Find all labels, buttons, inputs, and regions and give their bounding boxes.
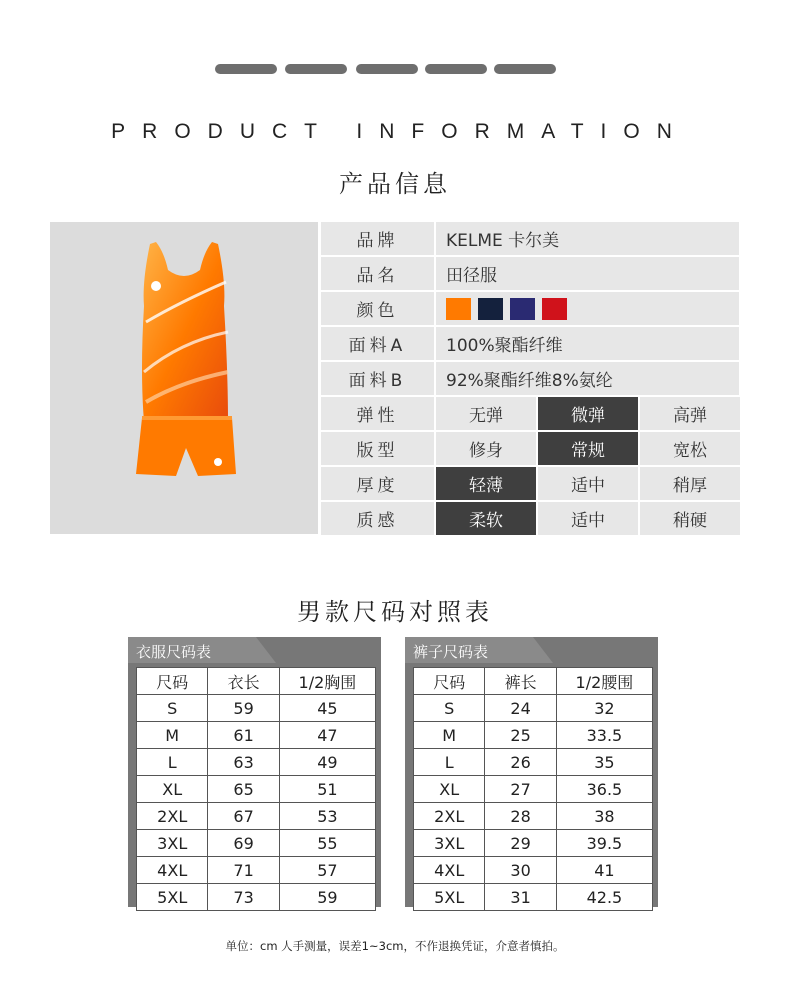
table-cell: 45 — [280, 695, 376, 721]
table-cell: M — [136, 722, 208, 748]
info-row-fabric-b — [321, 362, 739, 396]
table-cell: L — [136, 749, 208, 775]
bar-segment — [356, 64, 418, 74]
option-row — [321, 467, 739, 501]
option-label: 版型 — [321, 432, 434, 465]
fabric-a-value: 100%聚酯纤维 — [436, 327, 739, 360]
option-choice[interactable]: 宽松 — [640, 432, 740, 465]
table-row — [413, 803, 653, 830]
color-swatch-orange[interactable] — [446, 298, 471, 320]
bar-segment — [494, 64, 556, 74]
brand-value: KELME 卡尔美 — [436, 222, 739, 255]
running-kit-illustration — [50, 222, 318, 534]
option-label: 厚度 — [321, 467, 434, 500]
option-choice[interactable]: 稍厚 — [640, 467, 740, 500]
table-cell: 25 — [485, 722, 556, 748]
table-cell: 5XL — [136, 884, 208, 910]
table-cell: S — [136, 695, 208, 721]
table-cell: 5XL — [413, 884, 485, 910]
pants-size-table — [405, 637, 658, 907]
option-label: 弹性 — [321, 397, 434, 430]
table-row — [413, 884, 653, 911]
header-cell: 裤长 — [485, 668, 556, 694]
table-row — [136, 749, 376, 776]
color-swatches — [436, 292, 739, 325]
table-cell: 71 — [208, 857, 279, 883]
decorative-bars — [0, 64, 790, 74]
fabric-a-label: 面料A — [321, 327, 434, 360]
header-cell: 1/2胸围 — [280, 668, 376, 694]
color-swatch-blue[interactable] — [510, 298, 535, 320]
table-cell: 28 — [485, 803, 556, 829]
table-cell: XL — [136, 776, 208, 802]
top-size-table-tab — [128, 637, 278, 663]
table-cell: 57 — [280, 857, 376, 883]
table-cell: 49 — [280, 749, 376, 775]
fabric-b-value: 92%聚酯纤维8%氨纶 — [436, 362, 739, 395]
bar-segment — [215, 64, 277, 74]
pants-size-table-title: 裤子尺码表 — [413, 643, 489, 661]
header-cell: 尺码 — [413, 668, 485, 694]
table-cell: 4XL — [413, 857, 485, 883]
table-row — [136, 776, 376, 803]
table-cell: 35 — [557, 749, 653, 775]
option-row — [321, 432, 739, 466]
table-cell: 31 — [485, 884, 556, 910]
table-row — [136, 857, 376, 884]
option-choice[interactable]: 修身 — [436, 432, 536, 465]
option-row — [321, 397, 739, 431]
color-swatch-navy[interactable] — [478, 298, 503, 320]
table-cell: 69 — [208, 830, 279, 856]
table-cell: 4XL — [136, 857, 208, 883]
fabric-b-label: 面料B — [321, 362, 434, 395]
table-cell: L — [413, 749, 485, 775]
info-row-fabric-a — [321, 327, 739, 361]
table-cell: 41 — [557, 857, 653, 883]
table-cell: 30 — [485, 857, 556, 883]
table-header-row — [413, 667, 653, 695]
table-cell: 3XL — [136, 830, 208, 856]
table-header-row — [136, 667, 376, 695]
color-swatch-red[interactable] — [542, 298, 567, 320]
table-cell: 38 — [557, 803, 653, 829]
table-row — [136, 722, 376, 749]
table-cell: 59 — [208, 695, 279, 721]
table-cell: M — [413, 722, 485, 748]
info-row-color — [321, 292, 739, 326]
size-chart-title: 男款尺码对照表 — [297, 598, 493, 626]
table-cell: 42.5 — [557, 884, 653, 910]
table-cell: 47 — [280, 722, 376, 748]
option-choice[interactable]: 常规 — [538, 432, 638, 465]
table-cell: 36.5 — [557, 776, 653, 802]
table-cell: 63 — [208, 749, 279, 775]
option-choice[interactable]: 柔软 — [436, 502, 536, 535]
option-choice[interactable]: 稍硬 — [640, 502, 740, 535]
table-cell: S — [413, 695, 485, 721]
option-row — [321, 502, 739, 536]
table-cell: 55 — [280, 830, 376, 856]
table-cell: 39.5 — [557, 830, 653, 856]
header-cell: 尺码 — [136, 668, 208, 694]
table-cell: 53 — [280, 803, 376, 829]
option-choice[interactable]: 微弹 — [538, 397, 638, 430]
table-cell: 26 — [485, 749, 556, 775]
table-row — [136, 830, 376, 857]
option-choice[interactable]: 无弹 — [436, 397, 536, 430]
english-title: PRODUCT INFORMATION — [111, 120, 689, 143]
table-row — [413, 776, 653, 803]
table-row — [136, 695, 376, 722]
header-cell: 1/2腰围 — [557, 668, 653, 694]
table-row — [413, 857, 653, 884]
table-cell: 51 — [280, 776, 376, 802]
table-cell: 24 — [485, 695, 556, 721]
option-choice[interactable]: 适中 — [538, 502, 638, 535]
table-cell: 59 — [280, 884, 376, 910]
pants-size-grid — [413, 667, 653, 911]
bar-segment — [285, 64, 347, 74]
table-row — [413, 749, 653, 776]
table-row — [136, 884, 376, 911]
table-cell: 29 — [485, 830, 556, 856]
top-size-grid — [136, 667, 376, 911]
chinese-title: 产品信息 — [339, 170, 451, 198]
name-value: 田径服 — [436, 257, 739, 290]
table-cell: 3XL — [413, 830, 485, 856]
top-size-table — [128, 637, 381, 907]
pants-size-table-tab — [405, 637, 555, 663]
table-cell: 2XL — [413, 803, 485, 829]
table-cell: 61 — [208, 722, 279, 748]
table-cell: 2XL — [136, 803, 208, 829]
table-cell: 65 — [208, 776, 279, 802]
bar-segment — [425, 64, 487, 74]
product-photo — [50, 222, 318, 534]
info-row-name — [321, 257, 739, 291]
color-label: 颜色 — [321, 292, 434, 325]
table-cell: XL — [413, 776, 485, 802]
table-cell: 32 — [557, 695, 653, 721]
top-size-table-title: 衣服尺码表 — [136, 643, 212, 661]
table-row — [413, 722, 653, 749]
info-row-brand — [321, 222, 739, 256]
brand-label: 品牌 — [321, 222, 434, 255]
option-choice[interactable]: 适中 — [538, 467, 638, 500]
option-choice[interactable]: 高弹 — [640, 397, 740, 430]
table-row — [136, 803, 376, 830]
name-label: 品名 — [321, 257, 434, 290]
table-cell: 27 — [485, 776, 556, 802]
header-cell: 衣长 — [208, 668, 279, 694]
option-label: 质感 — [321, 502, 434, 535]
table-cell: 33.5 — [557, 722, 653, 748]
table-cell: 73 — [208, 884, 279, 910]
option-choice[interactable]: 轻薄 — [436, 467, 536, 500]
footer-note: 单位：cm 人手测量，误差1~3cm，不作退换凭证，介意者慎拍。 — [225, 939, 565, 953]
table-cell: 67 — [208, 803, 279, 829]
table-row — [413, 695, 653, 722]
table-row — [413, 830, 653, 857]
